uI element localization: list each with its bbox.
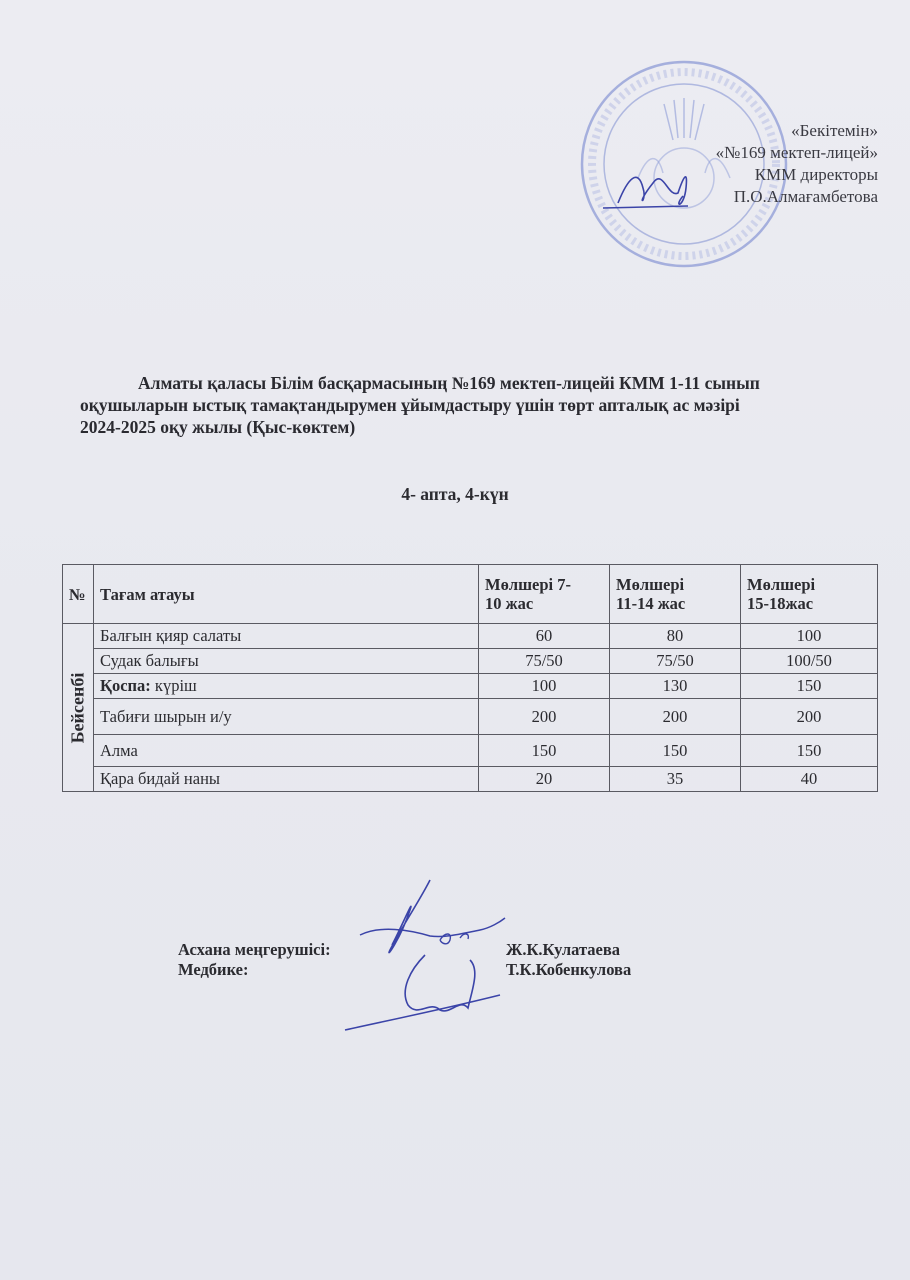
signature-row: [178, 960, 698, 980]
portion-7-10: 75/50: [479, 649, 610, 674]
signature-role: Медбике:: [178, 960, 249, 979]
portion-11-14: 35: [610, 767, 741, 792]
dish-name-text: күріш: [150, 676, 197, 695]
day-cell: [63, 624, 94, 792]
header-line: Мөлшері: [747, 575, 816, 594]
signature-row: [178, 940, 698, 960]
approval-line: «№169 мектеп-лицей»: [715, 143, 878, 162]
signature-role: Асхана меңгерушісі:: [178, 940, 331, 959]
table-row: [63, 735, 878, 767]
portion-11-14: 130: [610, 674, 741, 699]
approval-line: «Бекітемін»: [791, 121, 878, 140]
header-number: №: [63, 565, 94, 624]
document-title: [80, 372, 880, 438]
dish-name: Алма: [94, 735, 479, 767]
header-dish-name: Тағам атауы: [94, 565, 479, 624]
header-line: Мөлшері 7-: [485, 575, 571, 594]
signature-name: Ж.К.Кулатаева: [506, 940, 621, 959]
portion-11-14: 150: [610, 735, 741, 767]
dish-name: Табиғи шырын и/у: [94, 699, 479, 735]
header-age-11-14: [610, 565, 741, 624]
portion-7-10: 60: [479, 624, 610, 649]
dish-prefix: Қоспа:: [100, 676, 151, 695]
portion-11-14: 75/50: [610, 649, 741, 674]
approval-block: [716, 120, 878, 208]
header-line: 15-18жас: [747, 594, 814, 613]
portion-15-18: 100: [741, 624, 878, 649]
menu-table: [62, 564, 878, 792]
dish-name: Балғын қияр салаты: [94, 624, 479, 649]
header-line: 10 жас: [485, 594, 534, 613]
portion-7-10: 150: [479, 735, 610, 767]
week-day-subtitle: 4- апта, 4-күн: [401, 484, 509, 504]
table-row: [63, 767, 878, 792]
signatures-block: [178, 940, 698, 980]
portion-7-10: 200: [479, 699, 610, 735]
header-age-15-18: [741, 565, 878, 624]
title-line: оқушыларын ыстық тамақтандырумен ұйымдастыру үшін төрт апталық ас мәзірі: [80, 395, 740, 415]
title-line: 2024-2025 оқу жылы (Қыс-көктем): [80, 417, 356, 437]
header-age-7-10: [479, 565, 610, 624]
day-label: Бейсенбі: [67, 672, 88, 743]
approval-line: КММ директоры: [754, 165, 878, 184]
portion-7-10: 100: [479, 674, 610, 699]
title-line: Алматы қаласы Білім басқармасының №169 мектеп-лицейі КММ 1-11 сынып: [138, 373, 760, 393]
portion-15-18: 150: [741, 735, 878, 767]
header-line: Мөлшері: [616, 575, 685, 594]
table-row: [63, 674, 878, 699]
table-row: [63, 624, 878, 649]
dish-name: Қара бидай наны: [94, 767, 479, 792]
dish-name: Судак балығы: [94, 649, 479, 674]
portion-15-18: 200: [741, 699, 878, 735]
table-header-row: [63, 565, 878, 624]
header-line: 11-14 жас: [616, 594, 686, 613]
approval-line: П.О.Алмағамбетова: [733, 187, 878, 206]
portion-11-14: 200: [610, 699, 741, 735]
table-row: [63, 649, 878, 674]
portion-11-14: 80: [610, 624, 741, 649]
portion-15-18: 150: [741, 674, 878, 699]
signature-name: Т.К.Кобенкулова: [506, 960, 632, 979]
dish-name: [94, 674, 479, 699]
portion-15-18: 40: [741, 767, 878, 792]
portion-7-10: 20: [479, 767, 610, 792]
portion-15-18: 100/50: [741, 649, 878, 674]
table-row: [63, 699, 878, 735]
